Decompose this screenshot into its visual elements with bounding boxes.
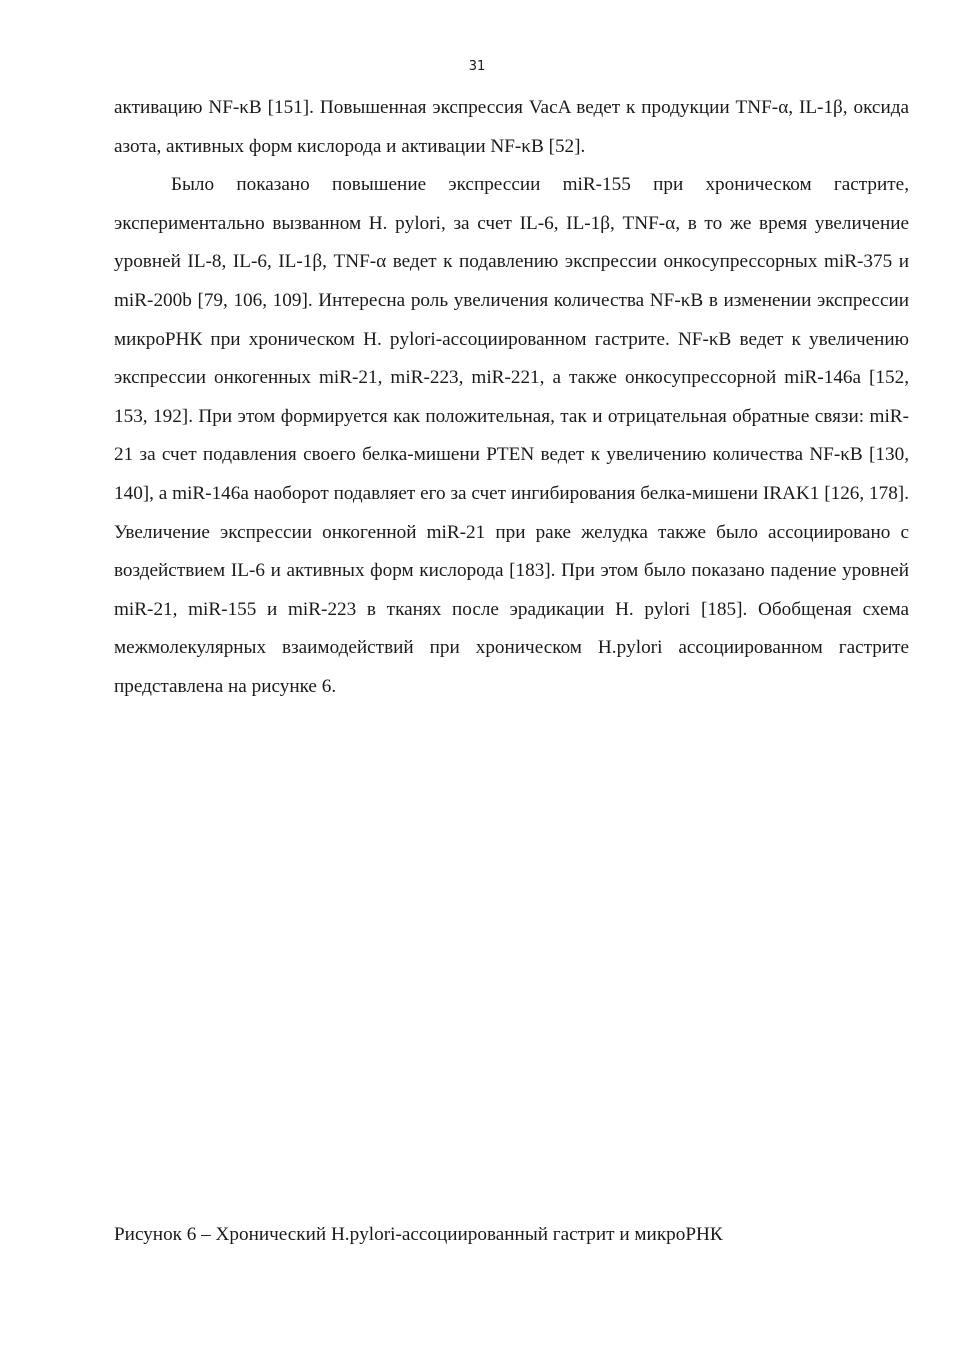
figure-caption: Рисунок 6 – Хронический H.pylori-ассоциированный гастрит и микроРНК xyxy=(114,1224,723,1245)
document-body xyxy=(114,89,909,707)
paragraph-continuation: активацию NF-κB [151]. Повышенная экспрессия VacA ведет к продукции TNF-α, IL-1β, оксида азота, активных форм кислорода и активации NF-κB [52]. xyxy=(114,97,909,157)
paragraph-mirna-expression: Было показано повышение экспрессии miR-155 при хроническом гастрите, экспериментально вызванном H. pylori, за счет IL-6, IL-1β, TNF-α, в то же время увеличение уровней IL-8, IL-6, IL-1β, TNF-α ведет к подавлению экспрессии онкосупрессорных miR-375 и miR-200b [79, 106, 109]. Интересна роль увеличения количества NF-κB в изменении экспрессии микроРНК при хроническом H. pylori-ассоциированном гастрите. NF-κB ведет к увеличению экспрессии онкогенных miR-21, miR-223, miR-221, а также онкосупрессорной miR-146a [152, 153, 192]. При этом формируется как положительная, так и отрицательная обратные связи: miR-21 за счет подавления своего белка-мишени PTEN ведет к увеличению количества NF-κB [130, 140], а miR-146a наоборот подавляет его за счет ингибирования белка-мишени IRAK1 [126, 178]. Увеличение экспрессии онкогенной miR-21 при раке желудка также было ассоциировано с воздействием IL-6 и активных форм кислорода [183]. При этом было показано падение уровней miR-21, miR-155 и miR-223 в тканях после эрадикации H. pylori [185]. Обобщеная схема межмолекулярных взаимодействий при хроническом H.pylori ассоциированном гастрите представлена на рисунке 6. xyxy=(114,174,909,697)
page-number: 31 xyxy=(468,59,486,74)
